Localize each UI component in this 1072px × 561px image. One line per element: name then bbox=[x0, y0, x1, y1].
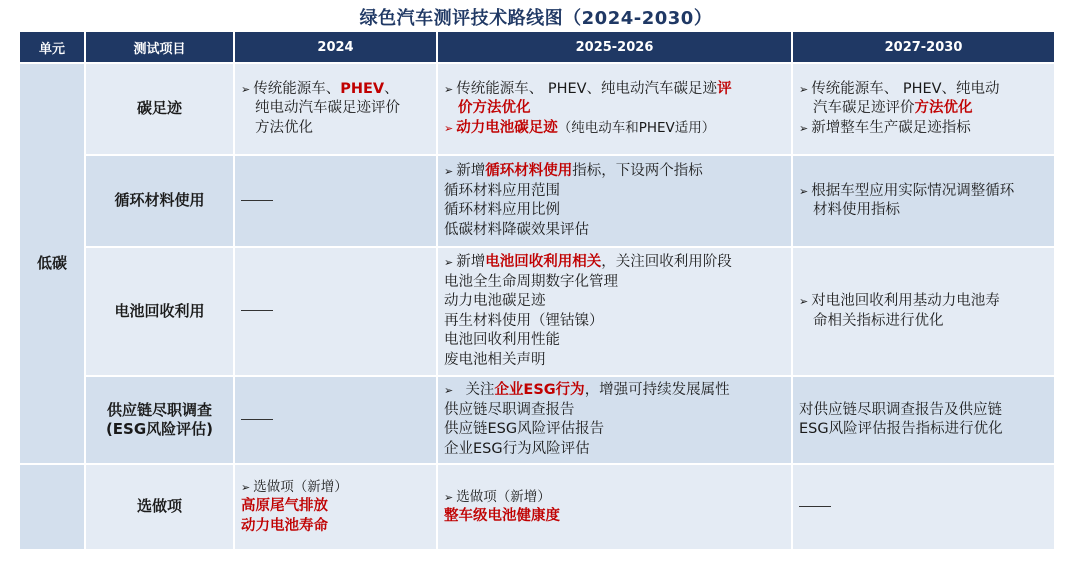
arrowhead-bullet-icon: ➢ bbox=[799, 82, 809, 96]
arrowhead-bullet-icon: ➢ bbox=[444, 82, 454, 96]
list-item: 企业ESG行为风险评估 bbox=[444, 440, 590, 457]
header-2027-2030: 2027-2030 bbox=[793, 32, 1054, 62]
text: （纯电动车和PHEV适用） bbox=[557, 119, 716, 136]
text: 传统能源车、 PHEV、纯电动汽车碳足迹 bbox=[456, 80, 718, 97]
empty-dash bbox=[241, 310, 273, 311]
list-item: 电池回收利用性能 bbox=[444, 332, 560, 348]
cell-battery-2027 bbox=[793, 248, 1054, 375]
cell-battery-2025 bbox=[438, 248, 791, 375]
item-label-line: (ESG风险评估) bbox=[105, 420, 214, 438]
text: 汽车碳足迹评价 bbox=[813, 100, 915, 117]
item-recycled-materials: 循环材料使用 bbox=[86, 156, 233, 246]
text: 传统能源车、 bbox=[253, 80, 341, 97]
page-title: 绿色汽车测评技术路线图（2024-2030） bbox=[359, 8, 713, 29]
cell-optional-2025 bbox=[438, 465, 791, 549]
cell-carbon-2024 bbox=[235, 64, 436, 154]
header-2024: 2024 bbox=[235, 32, 436, 62]
item-optional: 选做项 bbox=[86, 465, 233, 549]
roadmap-table bbox=[18, 30, 1056, 551]
text: ，增强可持续发展属性 bbox=[584, 382, 730, 398]
list-item: 动力电池碳足迹 bbox=[444, 293, 546, 309]
item-battery-recycling: 电池回收利用 bbox=[86, 248, 233, 375]
header-item: 测试项目 bbox=[86, 32, 233, 62]
list-item: 废电池相关声明 bbox=[444, 351, 546, 368]
text: 新增 bbox=[456, 163, 486, 179]
empty-dash bbox=[241, 200, 273, 201]
highlight-text: PHEV bbox=[340, 80, 385, 97]
cell-optional-2024 bbox=[235, 465, 436, 549]
arrowhead-bullet-icon: ➢ bbox=[799, 184, 809, 198]
text: ESG风险评估报告指标进行优化 bbox=[799, 421, 1003, 437]
arrowhead-bullet-icon: ➢ bbox=[444, 121, 454, 135]
highlight-text: 整车级电池健康度 bbox=[444, 508, 560, 524]
item-supply-chain-esg bbox=[86, 377, 233, 463]
arrowhead-bullet-icon: ➢ bbox=[799, 295, 809, 308]
highlight-text: 方法优化 bbox=[914, 100, 973, 117]
row-optional bbox=[20, 465, 1054, 549]
arrowhead-bullet-icon: ➢ bbox=[799, 121, 809, 135]
highlight-text: 动力电池寿命 bbox=[241, 517, 328, 534]
cell-esg-2024 bbox=[235, 377, 436, 463]
item-label-line: 供应链尽职调查 bbox=[106, 400, 212, 419]
text: 选做项（新增） bbox=[253, 478, 348, 495]
text: 关注 bbox=[465, 382, 495, 398]
cell-esg-2025 bbox=[438, 377, 791, 463]
highlight-text: 电池回收利用相关 bbox=[485, 254, 602, 270]
text: 对供应链尽职调查报告及供应链 bbox=[799, 401, 1002, 418]
cell-recycle-2025 bbox=[438, 156, 791, 246]
text: 纯电动汽车碳足迹评价 bbox=[255, 100, 400, 117]
arrowhead-bullet-icon: ➢ bbox=[444, 384, 454, 397]
text: 方法优化 bbox=[255, 119, 313, 136]
cell-recycle-2024 bbox=[235, 156, 436, 246]
unit-empty bbox=[20, 465, 84, 549]
row-battery-recycling bbox=[20, 248, 1054, 375]
text: 选做项（新增） bbox=[456, 488, 551, 505]
highlight-text: 价方法优化 bbox=[458, 100, 531, 117]
header-unit: 单元 bbox=[20, 32, 84, 62]
arrowhead-bullet-icon: ➢ bbox=[241, 82, 251, 96]
header-2025-2026: 2025-2026 bbox=[438, 32, 791, 62]
list-item: 再生材料使用（锂钴镍） bbox=[444, 312, 604, 329]
text: 命相关指标进行优化 bbox=[813, 312, 944, 329]
cell-optional-2027 bbox=[793, 465, 1054, 549]
row-carbon-footprint bbox=[20, 64, 1054, 154]
list-item: 供应链ESG风险评估报告 bbox=[444, 421, 605, 437]
list-item: 循环材料应用比例 bbox=[444, 202, 560, 218]
text: 根据车型应用实际情况调整循环 bbox=[811, 182, 1015, 199]
arrowhead-bullet-icon: ➢ bbox=[444, 490, 454, 504]
text: 材料使用指标 bbox=[813, 202, 900, 218]
list-item: 供应链尽职调查报告 bbox=[444, 401, 575, 418]
highlight-text: 评 bbox=[717, 80, 732, 97]
highlight-text: 企业ESG行为 bbox=[494, 382, 585, 398]
highlight-text: 循环材料使用 bbox=[485, 163, 573, 179]
arrowhead-bullet-icon: ➢ bbox=[444, 165, 454, 178]
highlight-text: 高原尾气排放 bbox=[241, 498, 328, 515]
unit-low-carbon: 低碳 bbox=[20, 64, 84, 463]
cell-carbon-2027 bbox=[793, 64, 1054, 154]
empty-dash bbox=[799, 506, 831, 507]
item-carbon-footprint: 碳足迹 bbox=[86, 64, 233, 154]
arrowhead-bullet-icon: ➢ bbox=[444, 256, 454, 269]
cell-recycle-2027 bbox=[793, 156, 1054, 246]
arrowhead-bullet-icon: ➢ bbox=[241, 480, 251, 494]
text: 指标，下设两个指标 bbox=[572, 163, 703, 179]
header-row bbox=[20, 32, 1054, 62]
cell-battery-2024 bbox=[235, 248, 436, 375]
list-item: 低碳材料降碳效果评估 bbox=[444, 221, 589, 238]
text: 新增整车生产碳足迹指标 bbox=[811, 119, 971, 136]
text: 、 bbox=[384, 80, 399, 97]
text: 传统能源车、 PHEV、纯电动 bbox=[811, 80, 1000, 97]
list-item: 循环材料应用范围 bbox=[444, 182, 560, 199]
highlight-text: 动力电池碳足迹 bbox=[456, 119, 558, 136]
list-item: 电池全生命周期数字化管理 bbox=[444, 273, 618, 290]
row-supply-chain-esg bbox=[20, 377, 1054, 463]
cell-esg-2027 bbox=[793, 377, 1054, 463]
cell-carbon-2025 bbox=[438, 64, 791, 154]
text: ，关注回收利用阶段 bbox=[601, 254, 732, 270]
empty-dash bbox=[241, 419, 273, 420]
row-recycled-materials bbox=[20, 156, 1054, 246]
text: 新增 bbox=[456, 254, 486, 270]
text: 对电池回收利用基动力电池寿 bbox=[811, 293, 1000, 309]
